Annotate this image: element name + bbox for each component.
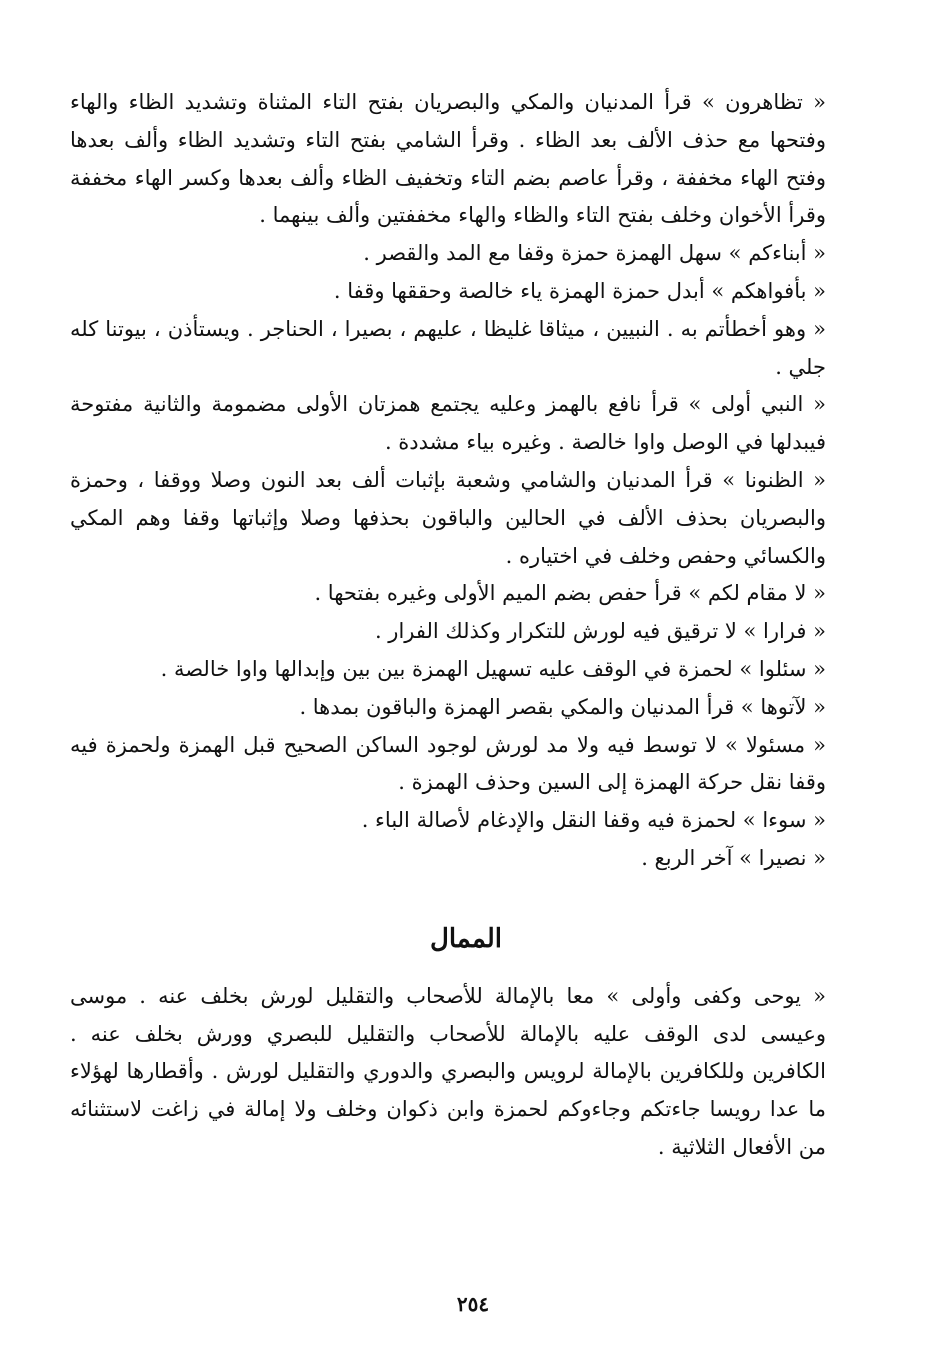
paragraph-la-maqama: « لا مقام لكم » قرأ حفص بضم الميم الأولى وغيره بفتحها . <box>314 581 826 606</box>
section-heading: الممال <box>429 923 503 954</box>
paragraph-suan: « سوءا » لحمزة فيه وقفا النقل والإدغام لأصالة الباء . <box>361 808 826 833</box>
paragraph-aldhununa: « الظنونا » قرأ المدنيان والشامي وشعبة بإثبات ألف بعد النون وصلا ووقفا ، وحمزة والبصريان بحذف الألف في الحالين والباقون بحذفها وصلا وإثباتها وقفا وهم المكي والكسائي وحفص وخلف في اختياره . <box>70 467 826 568</box>
page-number: ٢٥٤ <box>456 1292 490 1316</box>
page-content <box>70 84 862 1167</box>
paragraph-akhtatum: « وهو أخطأتم به . النبيين ، ميثاقا غليظا ، عليهم ، بصيرا ، الحناجر . ويستأذن ، بيوتنا كله جلي . <box>70 316 826 379</box>
paragraph-biafwahikum: « بأفواهكم » أبدل حمزة الهمزة ياء خالصة وحققها وقفا . <box>333 278 826 303</box>
paragraph-abnaakum: « أبناءكم » سهل الهمزة حمزة وقفا مع المد والقصر . <box>363 241 826 266</box>
paragraph-laatawha: « لآتوها » قرأ المدنيان والمكي بقصر الهمزة والباقون بمدها . <box>299 694 826 719</box>
paragraph-suilu: « سئلوا » لحمزة في الوقف عليه تسهيل الهمزة بين بين وإبدالها واوا خالصة . <box>160 656 826 681</box>
paragraph-nasiran: « نصيرا » آخر الربع . <box>641 845 826 870</box>
section-heading-block <box>70 878 862 978</box>
paragraph-tazaharun: « تظاهرون » قرأ المدنيان والمكي والبصريان بفتح التاء المثناة وتشديد الظاء والهاء وفتحها مع حذف الألف بعد الظاء . وقرأ الشامي بفتح التاء وتشديد الظاء وألف بعدها وفتح الهاء مخففة ، وقرأ عاصم بضم التاء وتخفيف الظاء وألف بعدها وكسر الهاء مخففة وقرأ الأخوان وخلف بفتح التاء والظاء والهاء مخففتين وألف بينهما . <box>70 90 826 228</box>
paragraph-firaran: « فرارا » لا ترقيق فيه لورش للتكرار وكذلك الفرار . <box>374 619 826 644</box>
paragraph-masulan: « مسئولا » لا توسط فيه ولا مد لورش لوجود الساكن الصحيح قبل الهمزة ولحمزة فيه وقفا نقل حركة الهمزة إلى السين وحذف الهمزة . <box>70 732 826 795</box>
paragraph-mumal: « يوحى وكفى وأولى » معا بالإمالة للأصحاب والتقليل لورش بخلف عنه . موسى وعيسى لدى الوقف عليه بالإمالة للأصحاب والتقليل للبصري وورش بخلف عنه . الكافرين وللكافرين بالإمالة لرويس والبصري والدوري والتقليل لورش . وأقطارها لهؤلاء ما عدا رويسا جاءتكم وجاءوكم لحمزة وابن ذكوان وخلف ولا إمالة في زاغت لاستثنائه من الأفعال الثلاثية . <box>70 983 826 1159</box>
paragraph-annabiyyu-awla: « النبي أولى » قرأ نافع بالهمز وعليه يجتمع همزتان الأولى مضمومة والثانية مفتوحة فيبدلها في الوصل واوا خالصة . وغيره بياء مشددة . <box>70 392 826 455</box>
